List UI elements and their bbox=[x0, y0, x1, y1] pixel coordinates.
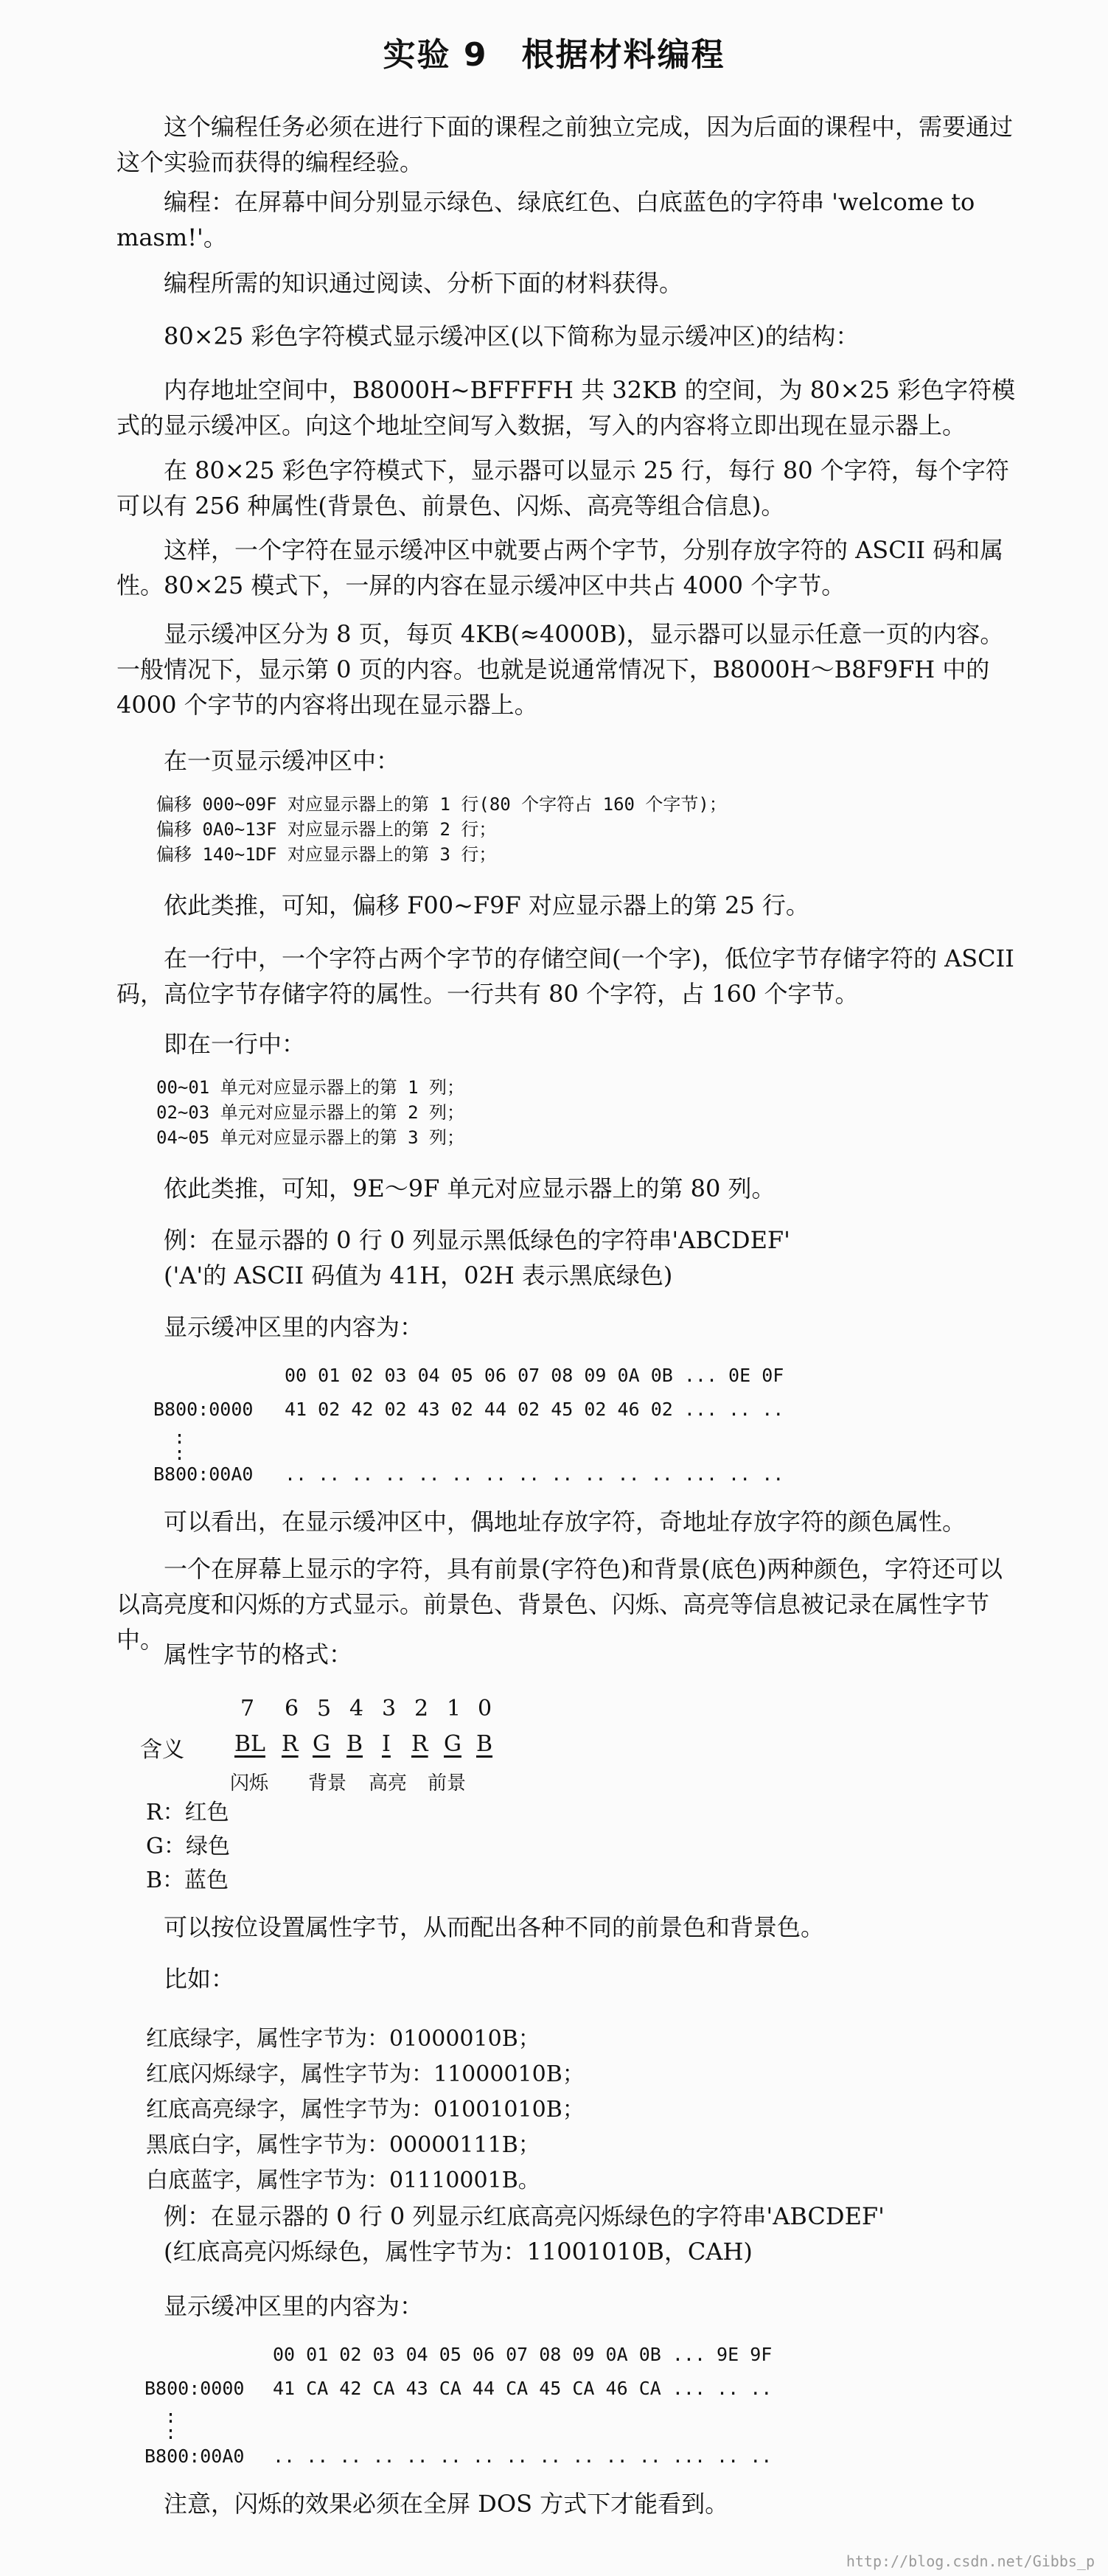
attr-example-item: 白底蓝字，属性字节为：01110001B。 bbox=[146, 2168, 540, 2193]
dump2-ellipsis: : bbox=[165, 2422, 177, 2443]
paragraph-intro: 这个编程任务必须在进行下面的课程之前独立完成，因为后面的课程中，需要通过这个实验而获得的编程经验。 bbox=[116, 113, 1014, 176]
paragraph-pages: 显示缓冲区分为 8 页，每页 4KB(≈4000B)，显示器可以显示任意一页的内容。一般情况下，显示第 0 页的内容。也就是说通常情况下，B8000H～B8F9FH 中的 4000 个字节的内容将出现在显示器上。 bbox=[116, 620, 1004, 719]
paragraph-address-space: 内存地址空间中，B8000H~BFFFFH 共 32KB 的空间，为 80×25 彩色字符模式的显示缓冲区。向这个地址空间写入数据，写入的内容将立即出现在显示器上。 bbox=[116, 376, 1016, 439]
offset-line: 偏移 0A0~13F 对应显示器上的第 2 行； bbox=[156, 819, 497, 840]
paragraph-one-page: 在一页显示缓冲区中： bbox=[164, 747, 400, 775]
paragraph-attr-format: 属性字节的格式： bbox=[164, 1640, 353, 1668]
attr-meaning-r-bg: R bbox=[282, 1731, 299, 1757]
dump2-row2-address: B800:00A0 bbox=[144, 2446, 245, 2467]
dump1-header: 00 01 02 03 04 05 06 07 08 09 0A 0B ... 0E 0F bbox=[285, 1365, 784, 1386]
attr-bit-3: 3 bbox=[382, 1696, 397, 1722]
offset-list bbox=[156, 792, 727, 867]
dump2-ellipsis: : bbox=[165, 2406, 177, 2427]
page-title: 实验 9 根据材料编程 bbox=[383, 36, 725, 74]
attr-group-highlight: 高亮 bbox=[369, 1772, 408, 1795]
unit-list bbox=[156, 1075, 464, 1150]
attr-example-item: 红底绿字，属性字节为：01000010B； bbox=[146, 2026, 540, 2052]
attr-meaning-b-bg: B bbox=[346, 1731, 363, 1757]
attr-meaning-bl: BL bbox=[234, 1731, 265, 1757]
dump2-row1-address: B800:0000 bbox=[144, 2378, 245, 2399]
unit-line: 04~05 单元对应显示器上的第 3 列； bbox=[156, 1127, 465, 1148]
attr-bit-0: 0 bbox=[478, 1696, 492, 1722]
attr-example-item: 黑底白字，属性字节为：00000111B； bbox=[146, 2132, 540, 2158]
attr-meaning-i: I bbox=[382, 1731, 391, 1757]
attr-bit-5: 5 bbox=[317, 1696, 332, 1722]
attr-bit-4: 4 bbox=[349, 1696, 364, 1722]
unit-line: 00~01 单元对应显示器上的第 1 列； bbox=[156, 1077, 465, 1098]
attr-group-foreground: 前景 bbox=[428, 1772, 467, 1795]
attr-meaning-r-fg: R bbox=[411, 1731, 428, 1757]
paragraph-set-bits: 可以按位设置属性字节，从而配出各种不同的前景色和背景色。 bbox=[164, 1913, 825, 1941]
dump2-row2-data: .. .. .. .. .. .. .. .. .. .. .. .. ... .. .. bbox=[273, 2446, 773, 2467]
watermark-url: http://blog.csdn.net/Gibbs_p bbox=[846, 2552, 1095, 2570]
paragraph-buffer-content-1: 显示缓冲区里的内容为： bbox=[164, 1313, 424, 1341]
attr-bit-2: 2 bbox=[414, 1696, 429, 1722]
paragraph-buffer-content-2: 显示缓冲区里的内容为： bbox=[164, 2292, 424, 2320]
attr-example-item: 红底闪烁绿字，属性字节为：11000010B； bbox=[146, 2061, 585, 2087]
paragraph-even-odd: 可以看出，在显示缓冲区中，偶地址存放字符，奇地址存放字符的颜色属性。 bbox=[164, 1508, 966, 1536]
dump1-ellipsis: : bbox=[174, 1443, 186, 1464]
paragraph-row-25: 依此类推，可知，偏移 F00~F9F 对应显示器上的第 25 行。 bbox=[164, 891, 809, 919]
dump1-ellipsis: : bbox=[174, 1427, 186, 1448]
attr-bit-1: 1 bbox=[447, 1696, 461, 1722]
unit-line: 02~03 单元对应显示器上的第 2 列； bbox=[156, 1102, 465, 1123]
color-legend bbox=[146, 1796, 230, 1898]
paragraph-example-1-note: ('A'的 ASCII 码值为 41H，02H 表示黑底绿色) bbox=[164, 1261, 673, 1289]
paragraph-column-80: 依此类推，可知，9E～9F 单元对应显示器上的第 80 列。 bbox=[164, 1174, 776, 1202]
dump1-row1-address: B800:0000 bbox=[153, 1399, 254, 1420]
attr-examples-list bbox=[146, 2022, 585, 2199]
color-legend-blue: B：蓝色 bbox=[146, 1867, 229, 1893]
dump1-row2-data: .. .. .. .. .. .. .. .. .. .. .. .. ... .. .. bbox=[285, 1463, 784, 1485]
dump1-row2-address: B800:00A0 bbox=[153, 1463, 254, 1485]
attr-bit-7: 7 bbox=[240, 1696, 255, 1722]
paragraph-example-2: 例：在显示器的 0 行 0 列显示红底高亮闪烁绿色的字符串'ABCDEF' bbox=[164, 2202, 885, 2230]
offset-line: 偏移 000~09F 对应显示器上的第 1 行(80 个字符占 160 个字节)； bbox=[156, 794, 727, 815]
color-legend-red: R：红色 bbox=[146, 1800, 229, 1825]
offset-line: 偏移 140~1DF 对应显示器上的第 3 行； bbox=[156, 844, 497, 865]
attr-group-background: 背景 bbox=[308, 1772, 347, 1795]
paragraph-two-bytes: 这样，一个字符在显示缓冲区中就要占两个字节，分别存放字符的 ASCII 码和属性。80×25 模式下，一屏的内容在显示缓冲区中共占 4000 个字节。 bbox=[116, 536, 1004, 599]
attr-bit-6: 6 bbox=[285, 1696, 299, 1722]
paragraph-example-2-note: (红底高亮闪烁绿色，属性字节为：11001010B，CAH) bbox=[164, 2238, 753, 2266]
attr-example-item: 红底高亮绿字，属性字节为：01001010B； bbox=[146, 2097, 585, 2123]
paragraph-foreground-background: 一个在屏幕上显示的字符，具有前景(字符色)和背景(底色)两种颜色，字符还可以以高亮度和闪烁的方式显示。前景色、背景色、闪烁、高亮等信息被记录在属性字节中。 bbox=[116, 1555, 1003, 1654]
attr-group-blink: 闪烁 bbox=[230, 1772, 269, 1795]
attr-meaning-b-fg: B bbox=[476, 1731, 493, 1757]
attr-meaning-g-bg: G bbox=[313, 1731, 330, 1757]
paragraph-knowledge: 编程所需的知识通过阅读、分析下面的材料获得。 bbox=[164, 269, 683, 297]
paragraph-one-row: 在一行中，一个字符占两个字节的存储空间(一个字)，低位字节存储字符的 ASCII 码，高位字节存储字符的属性。一行共有 80 个字符，占 160 个字节。 bbox=[116, 944, 1014, 1008]
paragraph-blink-note: 注意，闪烁的效果必须在全屏 DOS 方式下才能看到。 bbox=[164, 2490, 729, 2518]
paragraph-mode: 在 80×25 彩色字符模式下，显示器可以显示 25 行，每行 80 个字符，每个字符可以有 256 种属性(背景色、前景色、闪烁、高亮等组合信息)。 bbox=[116, 456, 1009, 520]
dump2-row1-data: 41 CA 42 CA 43 CA 44 CA 45 CA 46 CA ... .. .. bbox=[273, 2378, 773, 2399]
paragraph-example-1: 例：在显示器的 0 行 0 列显示黑低绿色的字符串'ABCDEF' bbox=[164, 1226, 790, 1254]
dump2-header: 00 01 02 03 04 05 06 07 08 09 0A 0B ... 9E 9F bbox=[273, 2344, 773, 2365]
attr-meaning-label: 含义 bbox=[140, 1737, 184, 1763]
paragraph-in-a-row: 即在一行中： bbox=[164, 1030, 306, 1058]
attr-meaning-g-fg: G bbox=[444, 1731, 461, 1757]
dump1-row1-data: 41 02 42 02 43 02 44 02 45 02 46 02 ... .. .. bbox=[285, 1399, 784, 1420]
paragraph-structure-heading: 80×25 彩色字符模式显示缓冲区(以下简称为显示缓冲区)的结构： bbox=[164, 322, 860, 350]
paragraph-task: 编程：在屏幕中间分别显示绿色、绿底红色、白底蓝色的字符串 'welcome to masm!'。 bbox=[116, 188, 975, 251]
color-legend-green: G：绿色 bbox=[146, 1834, 230, 1859]
paragraph-for-example: 比如： bbox=[164, 1965, 235, 1993]
